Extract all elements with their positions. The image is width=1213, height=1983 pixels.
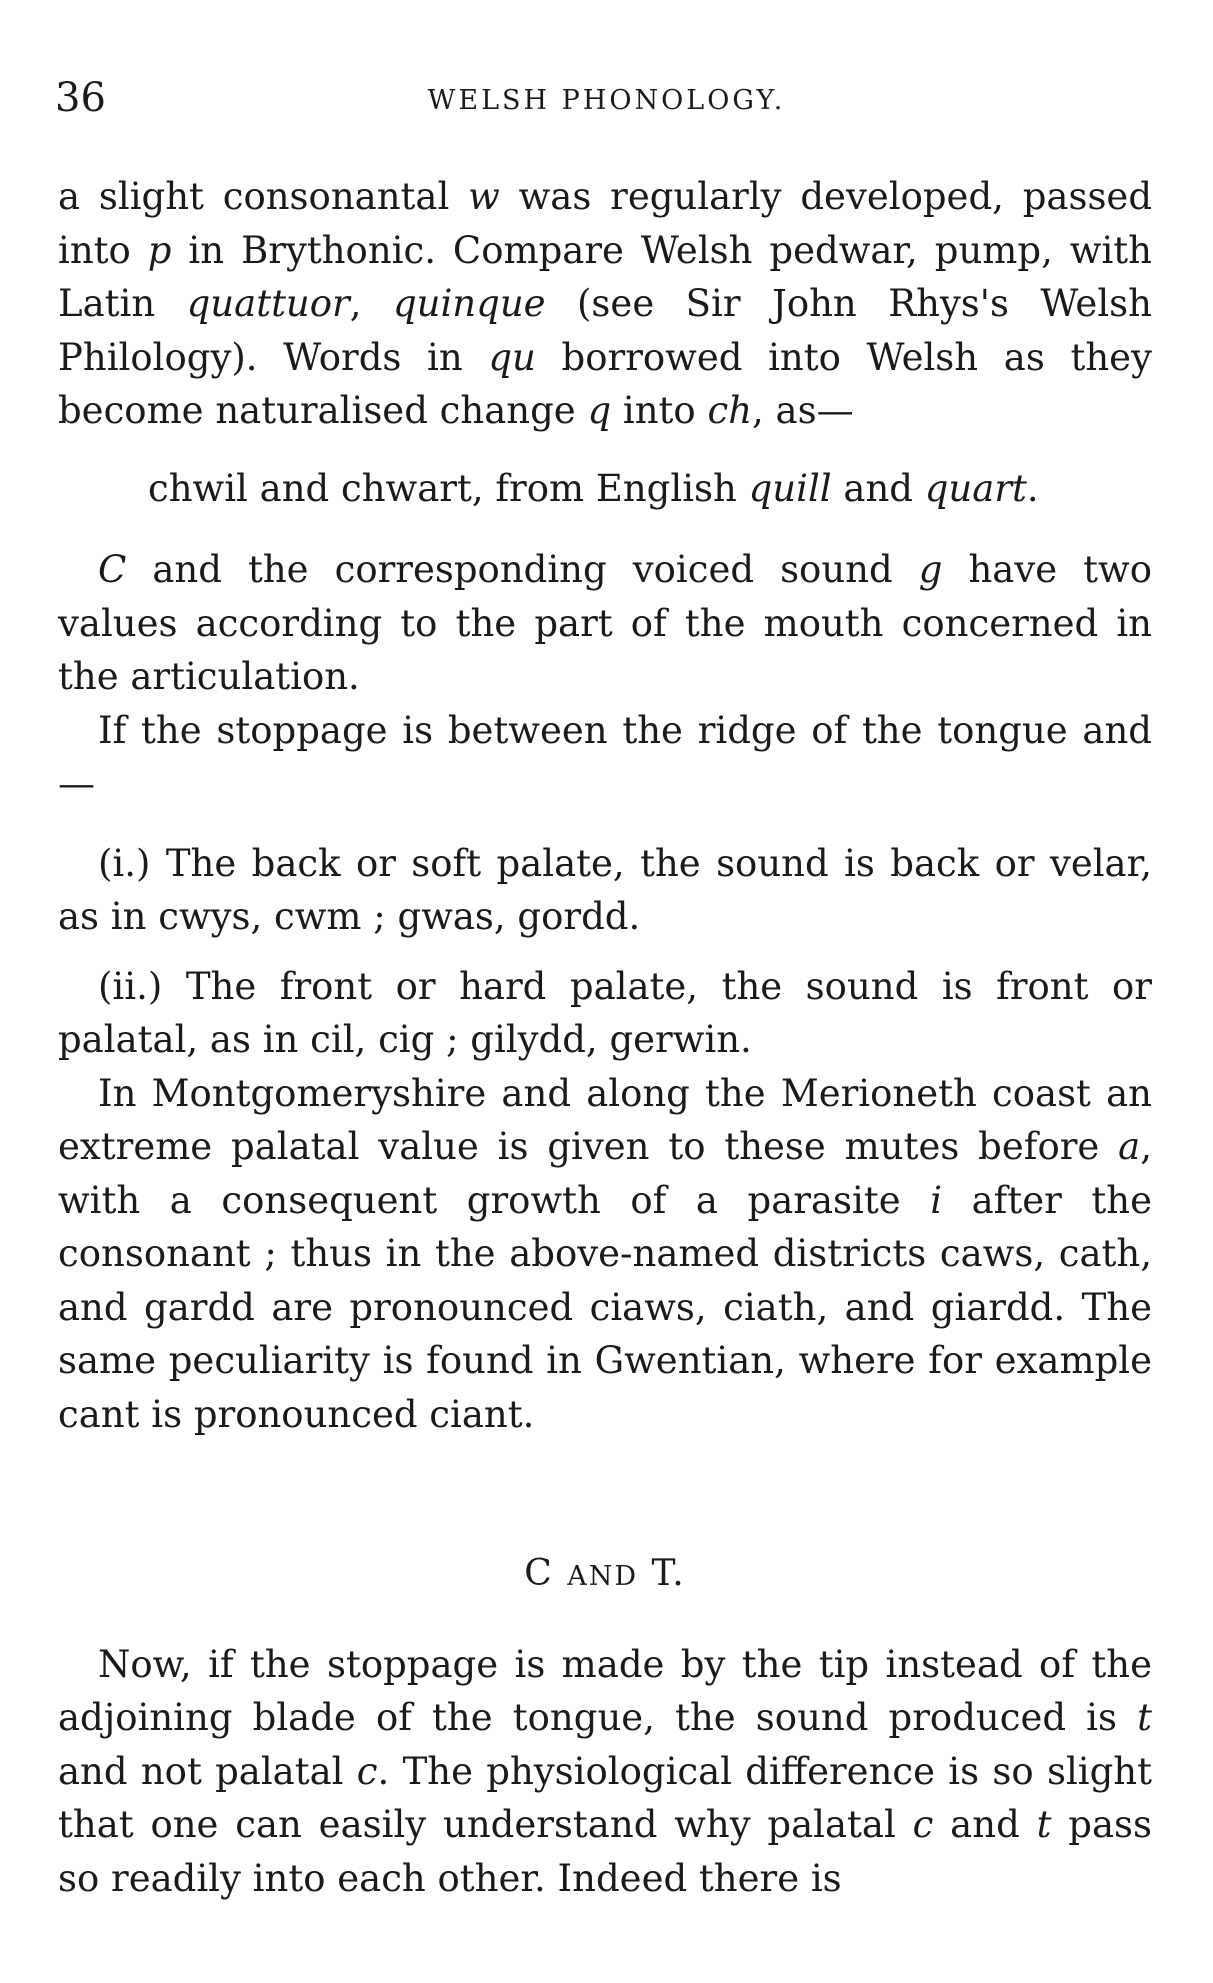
paragraph-stoppage: If the stoppage is between the ridge of the tongue and— [58, 708, 1152, 805]
paragraph-c-and-t: Now, if the stoppage is made by the tip instead of the adjoining blade of the tongue, the sound produced is t and not palatal c. The physiological difference is so slight that one can easily understand why palatal c and t pass so readily into each other. Indeed there is [58, 1642, 1152, 1900]
paragraph-c-and-g: C and the corresponding voiced sound g have two values according to the part of the mouth concerned in the articulation. [58, 548, 1152, 698]
section-heading: C AND T. [524, 1553, 686, 1594]
page-number: 36 [55, 75, 106, 121]
running-title: WELSH PHONOLOGY. [427, 85, 786, 116]
list-item-velar: (i.) The back or soft palate, the sound is back or velar, as in cwys, cwm ; gwas, gordd. [58, 841, 1152, 938]
paragraph-continuation: a slight consonantal w was regularly developed, passed into p in Brythonic. Compare Welsh pedwar, pump, with Latin quattuor, quinque (see Sir John Rhys's Welsh Philology). Words in qu borrowed into Welsh as they become naturalised change q into ch, as— [58, 175, 1153, 432]
example-quote: chwil and chwart, from English quill and quart. [148, 466, 1039, 510]
list-item-palatal: (ii.) The front or hard palate, the sound is front or palatal, as in cil, cig ; gilydd, gerwin. [58, 964, 1152, 1061]
paragraph-montgomeryshire: In Montgomeryshire and along the Merioneth coast an extreme palatal value is given to these mutes before a, with a consequent growth of a parasite i after the consonant ; thus in the above-named districts caws, cath, and gardd are pronounced ciaws, ciath, and giardd. The same peculiarity is found in Gwentian, where for example cant is pronounced ciant. [58, 1071, 1152, 1436]
page-body [58, 170, 1152, 1905]
page-header [55, 68, 1158, 128]
